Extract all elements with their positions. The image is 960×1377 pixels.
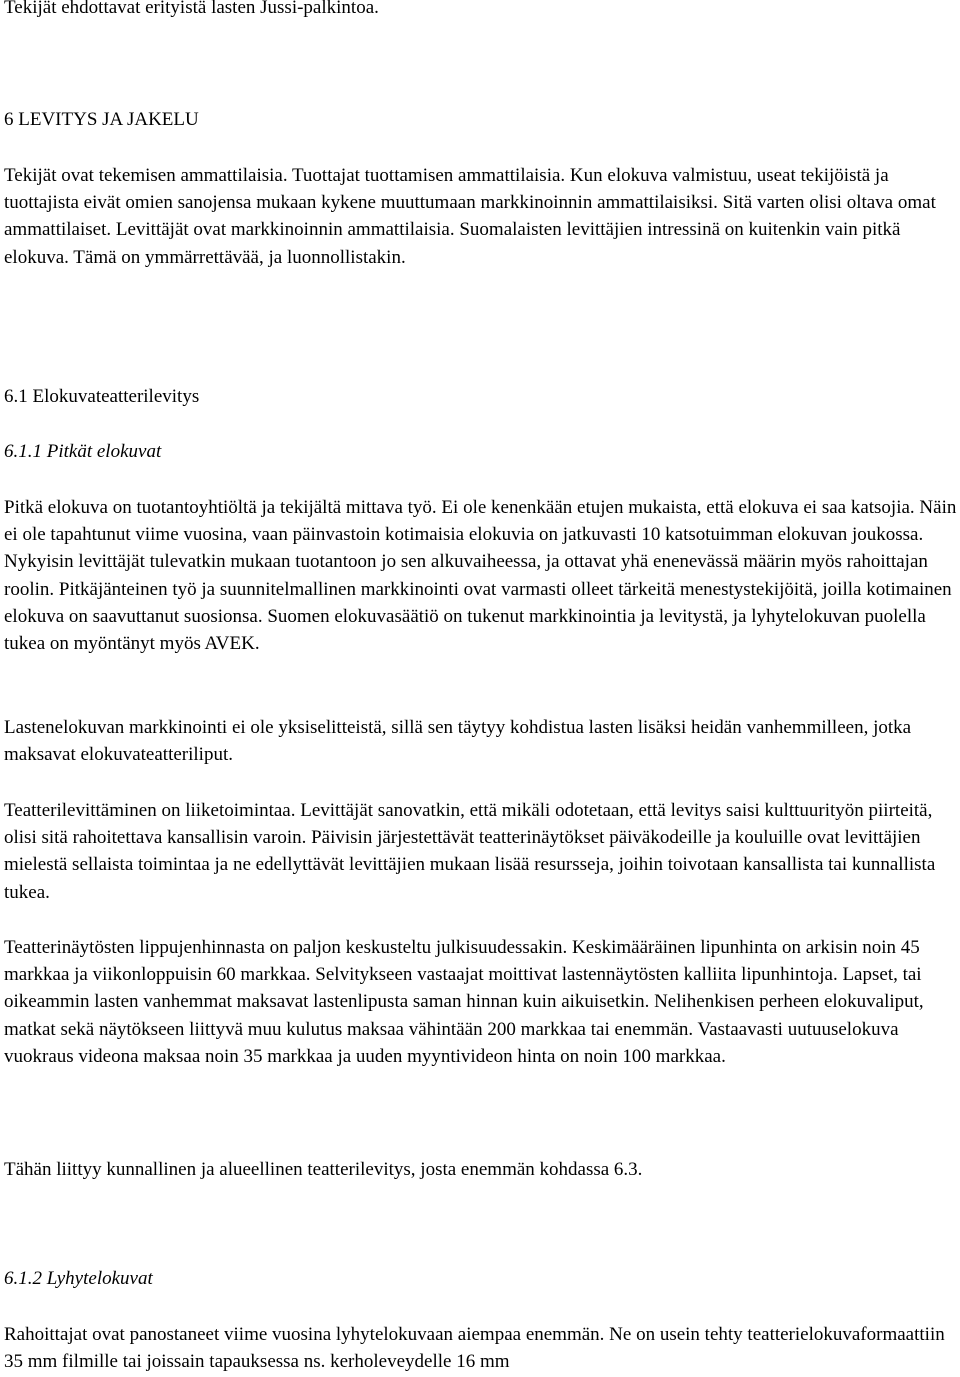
intro-line: Tekijät ehdottavat erityistä lasten Jussi-palkintoa. bbox=[4, 0, 379, 18]
section-heading-6-1-1: 6.1.1 Pitkät elokuvat bbox=[4, 441, 162, 462]
paragraph-teatterilevittaminen: Teatterilevittäminen on liiketoimintaa. Levittäjät sanovatkin, että mikäli odotetaan, että levitys saisi kulttuurityön piirteitä, olisi sitä rahoitettava kansallisin varoin. Päivisin järjestettävät teatterinäytökset päiväkodeille ja kouluille ovat levittäjien mielestä sellaista toimintaa ja ne edellyttävät levittäjien mukaan lisää resursseja, joihin toivotaan kansallista tai kunnallista tukea. bbox=[4, 800, 936, 903]
paragraph-pitkat-elokuvat: Pitkä elokuva on tuotantoyhtiöltä ja tekijältä mittava työ. Ei ole kenenkään etujen mukaista, että elokuva ei saa katsojia. Näin ei ole tapahtunut viime vuosina, vaan päinvastoin kotimaisia elokuvia on jatkuvasti 10 katsotuimman elokuvan joukossa. Nykyisin levittäjät tulevatkin mukaan tuotantoon jo sen alkuvaiheessa, ja ottavat yhä enenevässä määrin myös rahoittajan roolin. Pitkäjänteinen työ ja suunnitelmallinen markkinointi ovat varmasti olleet tärkeitä menestystekijöitä, joilla kotimainen elokuva on saavuttanut suosionsa. Suomen elokuvasäätiö on tukenut markkinointia ja levitystä, ja lyhytelokuvan puolella tukea on myöntänyt myös AVEK. bbox=[4, 497, 957, 655]
paragraph-kunnallinen-levitys: Tähän liittyy kunnallinen ja alueellinen teatterilevitys, josta enemmän kohdassa 6.3. bbox=[4, 1159, 643, 1180]
paragraph-section-6: Tekijät ovat tekemisen ammattilaisia. Tuottajat tuottamisen ammattilaisia. Kun elokuva valmistuu, useat tekijöistä ja tuottajista eivät omien sanojensa mukaan kykene muuttumaan markkinoinnin ammattilaisiksi. Sitä varten olisi oltava omat ammattilaiset. Levittäjät ovat markkinoinnin ammattilaisia. Suomalaisten levittäjien intressinä on kuitenkin vain pitkä elokuva. Tämä on ymmärrettävää, ja luonnollistakin. bbox=[4, 165, 936, 268]
section-heading-6: 6 LEVITYS JA JAKELU bbox=[4, 109, 199, 130]
paragraph-lastenelokuvan-markkinointi: Lastenelokuvan markkinointi ei ole yksiselitteistä, sillä sen täytyy kohdistua lasten lisäksi heidän vanhemmilleen, jotka maksavat elokuvateatteriliput. bbox=[4, 717, 912, 766]
section-heading-6-1-2: 6.1.2 Lyhytelokuvat bbox=[4, 1268, 153, 1289]
paragraph-lyhytelokuvat: Rahoittajat ovat panostaneet viime vuosina lyhytelokuvaan aiempaa enemmän. Ne on usein tehty teatterielokuvaformaattiin 35 mm filmille tai joissain tapauksessa ns. kerholeveydelle 16 mm bbox=[4, 1324, 945, 1373]
section-heading-6-1: 6.1 Elokuvateatterilevitys bbox=[4, 386, 200, 407]
paragraph-lippujen-hinnat: Teatterinäytösten lippujenhinnasta on paljon keskusteltu julkisuudessakin. Keskimääräinen lipunhinta on arkisin noin 45 markkaa ja viikonloppuisin 60 markkaa. Selvitykseen vastaajat moittivat lastennäytösten kalliita lipunhintoja. Lapset, tai oikeammin lasten vanhemmat maksavat lastenlipusta saman hinnan kuin aikuisetkin. Nelihenkisen perheen elokuvaliput, matkat sekä näytökseen liittyvä muu kulutus maksaa vähintään 200 markkaa tai enemmän. Vastaavasti uutuuselokuva vuokraus videona maksaa noin 35 markkaa ja uuden myyntivideon hinta on noin 100 markkaa. bbox=[4, 937, 924, 1067]
